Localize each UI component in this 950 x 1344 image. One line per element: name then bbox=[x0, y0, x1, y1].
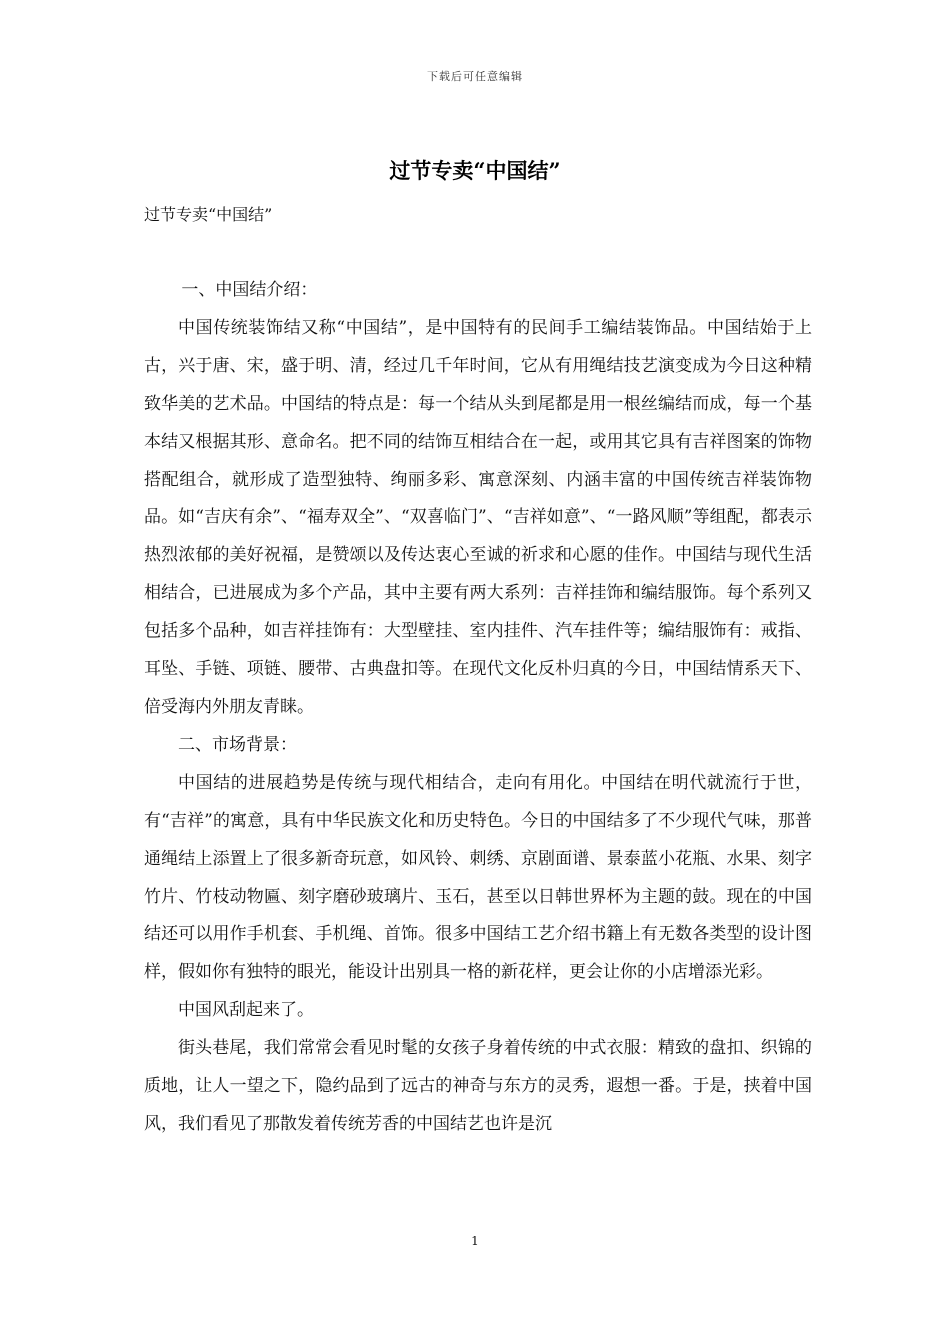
paragraph-market: 中国结的进展趋势是传统与现代相结合，走向有用化。中国结在明代就流行于世，有“吉祥”的寓意，具有中华民族文化和历史特色。今日的中国结多了不少现代气味，那普通绳结上添置上了很多新奇玩意，如风铃、刺绣、京剧面谱、景泰蓝小花瓶、水果、刻字竹片、竹枝动物匾、刻字磨砂玻璃片、玉石，甚至以日韩世界杯为主题的鼓。现在的中国结还可以用作手机套、手机绳、首饰。很多中国结工艺介绍书籍上有无数各类型的设计图样，假如你有独特的眼光，能设计出别具一格的新花样，更会让你的小店增添光彩。 bbox=[144, 772, 812, 983]
section-heading-intro: 一、中国结介绍： bbox=[181, 280, 318, 300]
document-body bbox=[144, 272, 812, 1144]
document-subtitle: 过节专卖“中国结” bbox=[144, 205, 273, 224]
section-heading-market: 二、市场背景： bbox=[178, 734, 297, 755]
page-header: 下载后可任意编辑 bbox=[427, 70, 523, 83]
paragraph-street: 街头巷尾，我们常常会看见时髦的女孩子身着传统的中式衣服：精致的盘扣、织锦的质地，让人一望之下，隐约品到了远古的神奇与东方的灵秀，遐想一番。于是，挟着中国风，我们看见了那散发着传统芳香的中国结艺也许是沉 bbox=[144, 1038, 812, 1134]
document-title: 过节专卖“中国结” bbox=[389, 158, 561, 183]
paragraph-chinese-style: 中国风刮起来了。 bbox=[178, 1000, 314, 1021]
page-number: 1 bbox=[471, 1234, 479, 1248]
paragraph-intro: 中国传统装饰结又称“中国结”，是中国特有的民间手工编结装饰品。中国结始于上古，兴于唐、宋，盛于明、清，经过几千年时间，它从有用绳结技艺演变成为今日这种精致华美的艺术品。中国结的特点是：每一个结从头到尾都是用一根丝编结而成，每一个基本结又根据其形、意命名。把不同的结饰互相结合在一起，或用其它具有吉祥图案的饰物搭配组合，就形成了造型独特、绚丽多彩、寓意深刻、内涵丰富的中国传统吉祥装饰物品。如“吉庆有余”、“福寿双全”、“双喜临门”、“吉祥如意”、“一路风顺”等组配，都表示热烈浓郁的美好祝福，是赞颂以及传达衷心至诚的祈求和心愿的佳作。中国结与现代生活相结合，已进展成为多个产品，其中主要有两大系列：吉祥挂饰和编结服饰。每个系列又包括多个品种，如吉祥挂饰有：大型壁挂、室内挂件、汽车挂件等；编结服饰有：戒指、耳坠、手链、项链、腰带、古典盘扣等。在现代文化反朴归真的今日，中国结情系天下、倍受海内外朋友青睐。 bbox=[144, 317, 812, 717]
